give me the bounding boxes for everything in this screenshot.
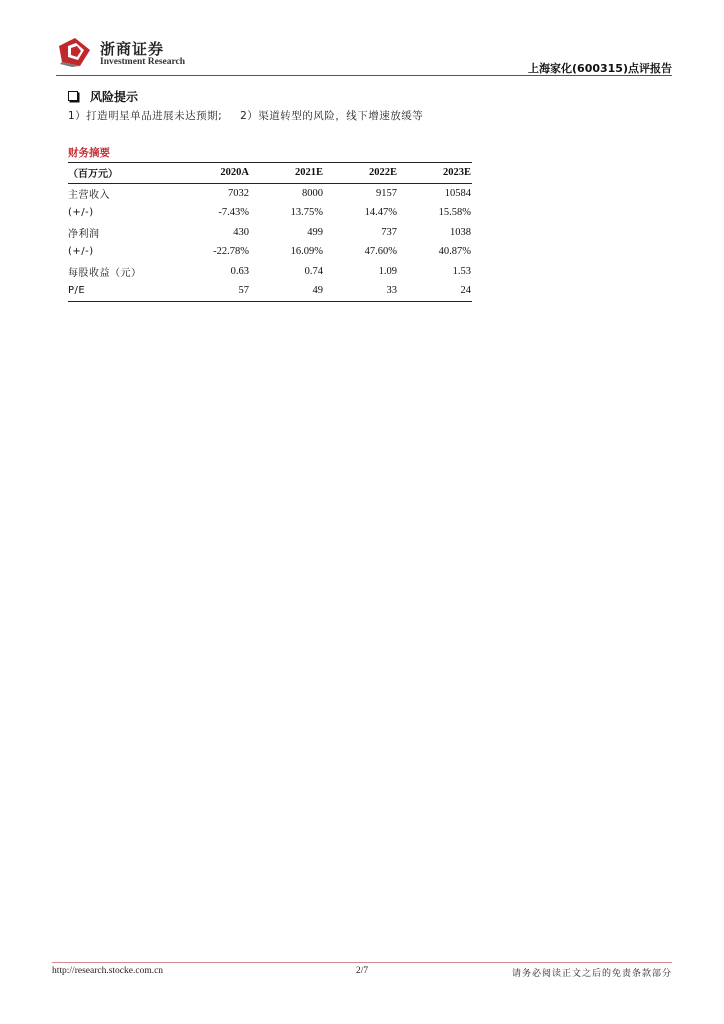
risk-item: 1）打造明星单品进展未达预期;	[68, 110, 223, 122]
risk-section-title	[68, 88, 138, 105]
logo-english-name: Investment Research	[100, 57, 186, 67]
footer-divider	[52, 962, 672, 963]
table-row	[68, 262, 472, 282]
page-number: 2/7	[356, 966, 369, 976]
table-cell: -7.43%	[218, 207, 249, 219]
table-cell: 430	[233, 226, 249, 238]
square-bullet-icon	[68, 91, 78, 101]
table-cell: 1038	[450, 226, 471, 238]
table-cell: 49	[312, 285, 323, 297]
table-header-row	[68, 163, 472, 184]
row-label: (+/-)	[68, 207, 94, 219]
column-header: 2023E	[442, 167, 471, 179]
table-cell: 0.74	[304, 265, 323, 277]
table-cell: 737	[381, 226, 397, 238]
financial-summary-title: 财务摘要	[68, 147, 110, 159]
report-title: 上海家化(600315)点评报告	[528, 62, 672, 75]
table-cell: 7032	[228, 187, 249, 199]
table-row	[68, 223, 472, 243]
table-cell: 1.09	[378, 265, 397, 277]
table-cell: 40.87%	[438, 246, 471, 258]
column-header: 2020A	[220, 167, 249, 179]
column-header: 2022E	[368, 167, 397, 179]
report-header	[56, 36, 672, 76]
table-cell: 8000	[302, 187, 323, 199]
column-header: 2021E	[294, 167, 323, 179]
header-divider	[56, 75, 672, 76]
table-cell: 10584	[444, 187, 471, 199]
table-cell: 33	[386, 285, 397, 297]
table-row	[68, 242, 472, 262]
footer-website-link[interactable]: http://research.stocke.com.cn	[52, 966, 164, 976]
row-label: 主营收入	[68, 189, 110, 201]
table-cell: 499	[307, 226, 323, 238]
table-cell: 14.47%	[364, 207, 397, 219]
financial-summary-table	[68, 162, 472, 302]
table-row	[68, 203, 472, 223]
table-row	[68, 183, 472, 203]
table-cell: 0.63	[230, 265, 249, 277]
table-cell: 13.75%	[290, 207, 323, 219]
footer-disclaimer: 请务必阅读正文之后的免责条款部分	[511, 969, 672, 979]
row-label: (+/-)	[68, 246, 94, 258]
table-cell: 24	[460, 285, 471, 297]
table-cell: 1.53	[452, 265, 471, 277]
column-header: （百万元）	[68, 169, 118, 181]
table-cell: 57	[238, 285, 249, 297]
logo-chinese-name: 浙商证券	[100, 40, 165, 58]
row-label: P/E	[68, 285, 86, 297]
table-cell: 9157	[376, 187, 397, 199]
table-cell: 15.58%	[438, 207, 471, 219]
risk-title-text: 风险提示	[90, 90, 139, 104]
table-cell: 47.60%	[364, 246, 397, 258]
company-logo-icon	[56, 36, 94, 68]
risk-items	[68, 108, 437, 123]
row-label: 净利润	[68, 228, 100, 240]
table-row	[68, 281, 472, 301]
table-cell: 16.09%	[290, 246, 323, 258]
row-label: 每股收益（元）	[68, 267, 142, 279]
table-cell: -22.78%	[213, 246, 249, 258]
risk-item: 2）渠道转型的风险，线下增速放缓等	[240, 110, 424, 122]
